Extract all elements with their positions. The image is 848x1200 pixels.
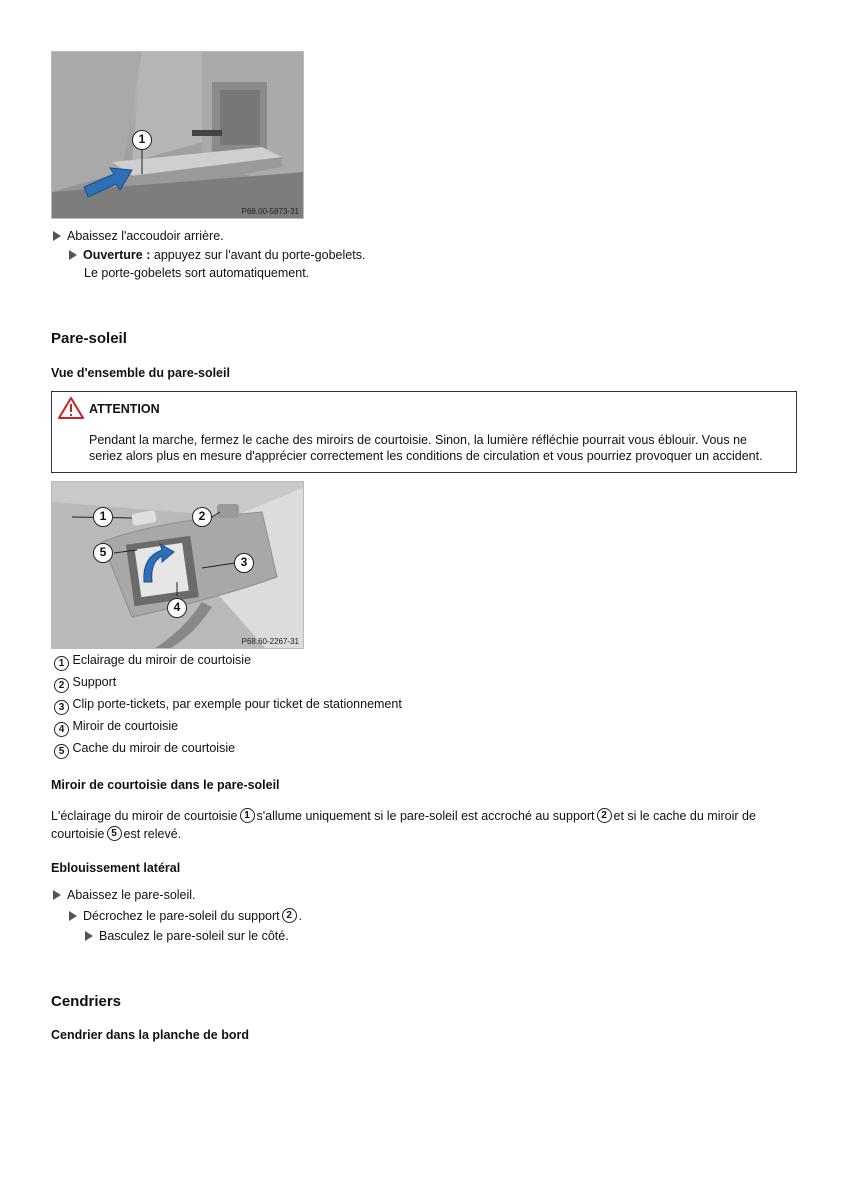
warning-line-1: Pendant la marche, fermez le cache des miroirs de courtoisie. Sinon, la lumière réfléchie pourrait vous éblouir. Vous ne	[89, 433, 747, 447]
arrow-icon	[53, 890, 61, 900]
paragraph-text: s'allume uniquement si le pare-soleil est accroché au support	[256, 809, 595, 823]
step-opening	[69, 247, 365, 263]
step-unhook-visor	[69, 908, 302, 924]
paragraph-text: L'éclairage du miroir de courtoisie	[51, 809, 238, 823]
warning-triangle-icon	[58, 397, 84, 419]
callout-3: 3	[234, 553, 254, 573]
number-badge: 3	[54, 700, 69, 715]
arrow-icon	[69, 911, 77, 921]
figure-code: P68.60-2267-31	[241, 637, 299, 646]
number-badge: 4	[54, 722, 69, 737]
mirror-paragraph-line-2	[51, 826, 181, 842]
paragraph-text: est relevé.	[123, 827, 182, 841]
number-badge: 1	[54, 656, 69, 671]
subsection-title-glare: Eblouissement latéral	[51, 861, 181, 875]
subsection-title-mirror: Miroir de courtoisie dans le pare-soleil	[51, 778, 280, 792]
paragraph-text: et si le cache du miroir de	[613, 809, 756, 823]
number-badge: 2	[54, 678, 69, 693]
section-title-pare-soleil: Pare-soleil	[51, 330, 127, 347]
paragraph-text: courtoisie	[51, 827, 105, 841]
number-badge: 2	[282, 908, 297, 923]
number-badge: 1	[240, 808, 255, 823]
legend-item	[54, 696, 402, 715]
callout-4: 4	[167, 598, 187, 618]
step-lower-armrest	[53, 228, 224, 244]
step-text: Abaissez le pare-soleil.	[67, 888, 196, 902]
subsection-title-ashtray: Cendrier dans la planche de bord	[51, 1028, 249, 1042]
callout-5: 5	[93, 543, 113, 563]
arrow-icon	[69, 250, 77, 260]
number-badge: 5	[107, 826, 122, 841]
mirror-paragraph-line-1	[51, 808, 756, 824]
legend-label: Clip porte-tickets, par exemple pour ticket de stationnement	[72, 697, 402, 711]
section-title-cendriers: Cendriers	[51, 993, 122, 1010]
step-text: Basculez le pare-soleil sur le côté.	[99, 929, 289, 943]
callout-1: 1	[93, 507, 113, 527]
warning-line-2: seriez alors plus en mesure d'apprécier correctement les conditions de circulation et vous pourriez provoquer un accident.	[89, 449, 763, 463]
subsection-title-overview: Vue d'ensemble du pare-soleil	[51, 366, 230, 380]
warning-title: ATTENTION	[89, 402, 160, 416]
number-badge: 5	[54, 744, 69, 759]
figure-code: P68.00-5873-31	[241, 207, 299, 216]
arrow-icon	[85, 931, 93, 941]
sunvisor-photo	[51, 481, 304, 649]
armrest-illustration	[52, 52, 304, 219]
sunvisor-illustration	[52, 482, 304, 649]
warning-box	[51, 391, 797, 473]
arrow-icon	[53, 231, 61, 241]
legend-item	[54, 674, 116, 693]
step-text: appuyez sur l'avant du porte-gobelets.	[150, 248, 366, 262]
legend-label: Support	[72, 675, 117, 689]
armrest-photo	[51, 51, 304, 219]
step-text: Abaissez l'accoudoir arrière.	[67, 229, 224, 243]
legend-item	[54, 652, 251, 671]
callout-1: 1	[132, 130, 152, 150]
number-badge: 2	[597, 808, 612, 823]
step-lower-visor	[53, 887, 196, 903]
step-bold-label: Ouverture :	[83, 248, 151, 262]
legend-item	[54, 718, 178, 737]
legend-item	[54, 740, 235, 759]
step-swing-visor	[85, 928, 289, 944]
callout-2: 2	[192, 507, 212, 527]
step-result: Le porte-gobelets sort automatiquement.	[84, 266, 310, 280]
step-text: .	[298, 909, 303, 923]
legend-label: Eclairage du miroir de courtoisie	[72, 653, 252, 667]
step-text: Décrochez le pare-soleil du support	[83, 909, 280, 923]
legend-label: Miroir de courtoisie	[72, 719, 179, 733]
legend-label: Cache du miroir de courtoisie	[72, 741, 236, 755]
